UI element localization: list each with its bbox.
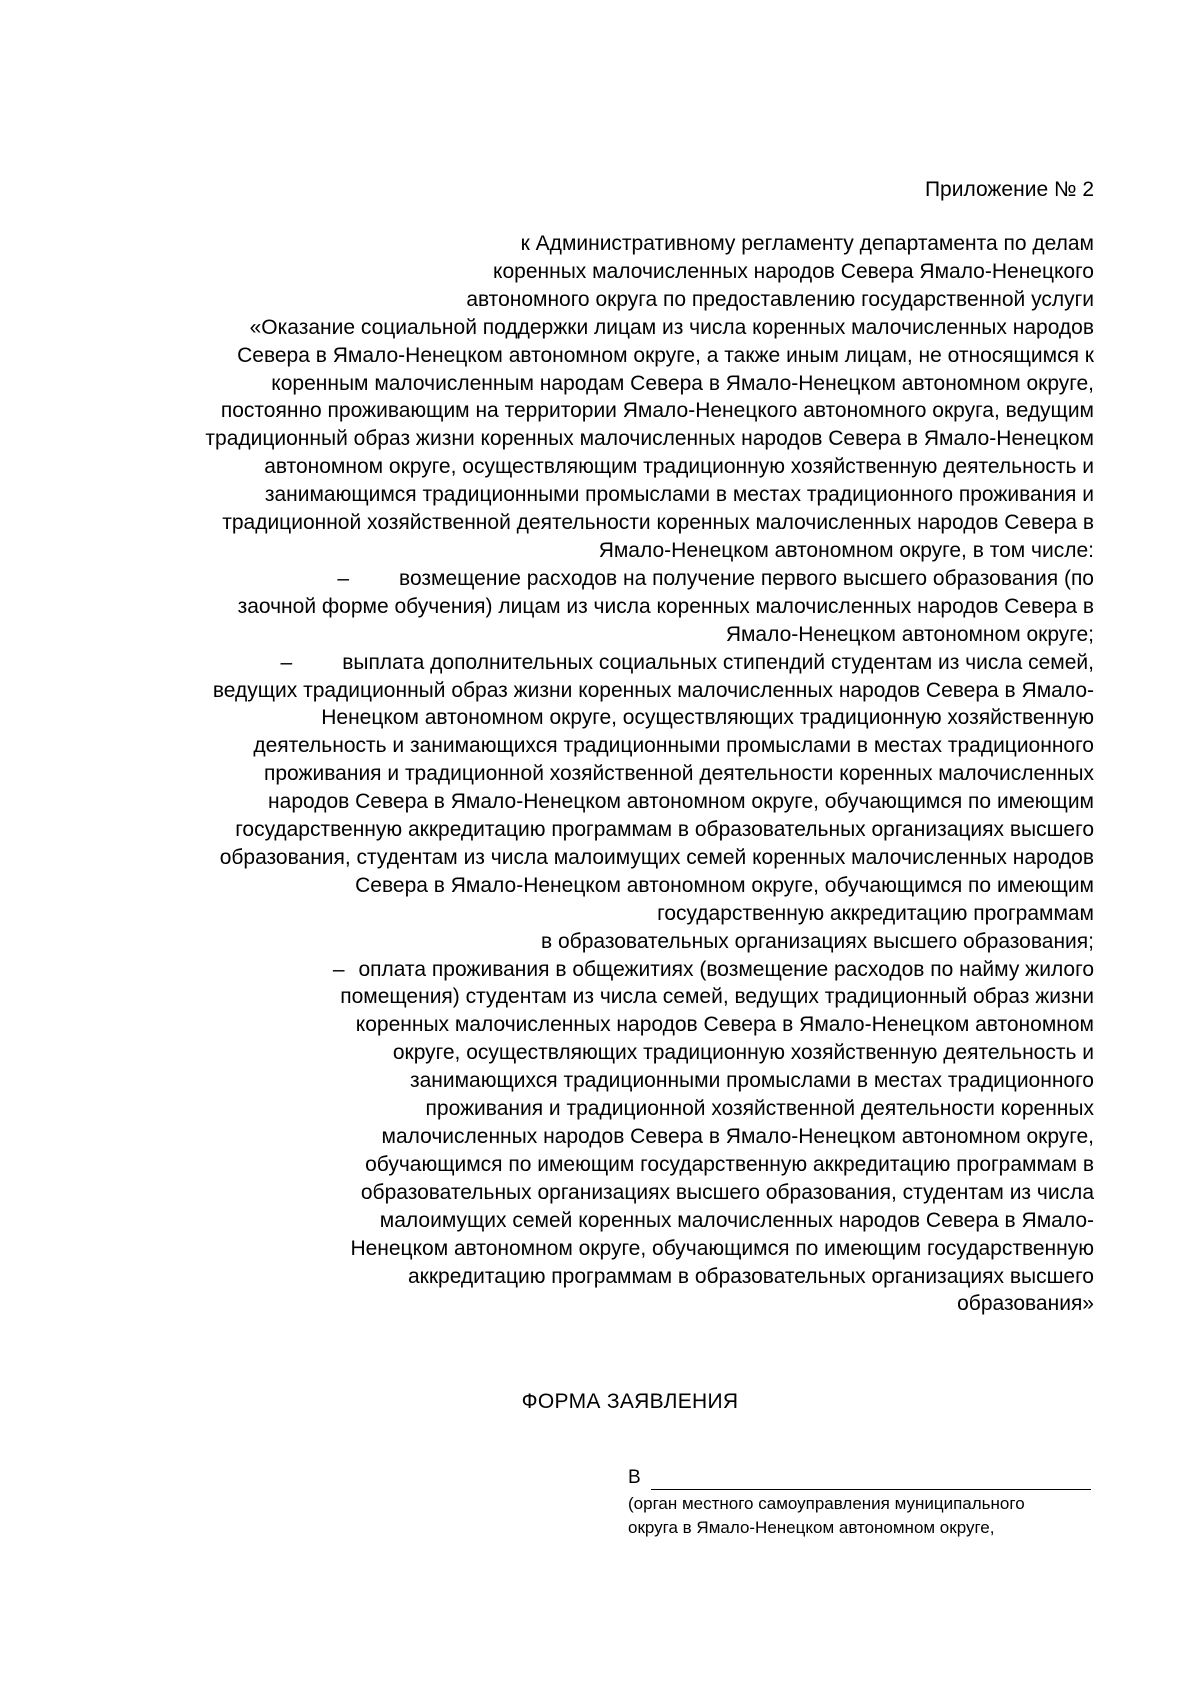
- regulation-line-text: постоянно проживающим на территории Ямало-Ненецкого автономного округа, ведущим: [220, 399, 1094, 423]
- regulation-line-text: государственную аккредитацию программам в образовательных организациях высшего: [235, 818, 1094, 842]
- regulation-line: [110, 230, 1094, 258]
- regulation-line: [110, 704, 1094, 732]
- regulation-line-text: ведущих традиционный образ жизни коренных малочисленных народов Севера в Ямало-: [212, 678, 1094, 702]
- regulation-line-text: традиционной хозяйственной деятельности коренных малочисленных народов Севера в: [222, 511, 1094, 535]
- addressee-note: [628, 1492, 1098, 1540]
- regulation-line: [110, 983, 1094, 1011]
- regulation-line: [110, 593, 1094, 621]
- regulation-line: [110, 370, 1094, 398]
- regulation-line: [110, 1039, 1094, 1067]
- regulation-line-text: коренным малочисленным народам Севера в Ямало-Ненецком автономном округе,: [271, 371, 1094, 395]
- list-dash: –: [280, 650, 293, 674]
- regulation-line: [110, 1290, 1094, 1318]
- regulation-line-text: Севера в Ямало-Ненецком автономном округе, обучающимся по имеющим: [355, 873, 1094, 897]
- regulation-line-text: образования, студентам из числа малоимущих семей коренных малочисленных народов: [219, 845, 1094, 869]
- list-dash: –: [332, 957, 345, 981]
- regulation-line-text: Ямало-Ненецком автономном округе, в том числе:: [598, 538, 1094, 562]
- regulation-line-text: выплата дополнительных социальных стипендий студентам из числа семей,: [342, 650, 1094, 674]
- regulation-line: [110, 1151, 1094, 1179]
- regulation-line: [110, 649, 1094, 677]
- regulation-line-text: округе, осуществляющих традиционную хозяйственную деятельность и: [392, 1041, 1094, 1065]
- regulation-line-text: занимающимся традиционными промыслами в местах традиционного проживания и: [264, 483, 1094, 507]
- regulation-line-text: оплата проживания в общежитиях (возмещение расходов по найму жилого: [358, 957, 1094, 981]
- regulation-line-text: образовательных организациях высшего образования, студентам из числа: [360, 1180, 1094, 1204]
- annex-title: Приложение № 2: [924, 178, 1094, 201]
- regulation-line-text: народов Севера в Ямало-Ненецком автономном округе, обучающимся по имеющим: [268, 790, 1094, 814]
- regulation-line: [110, 1179, 1094, 1207]
- regulation-line-text: аккредитацию программам в образовательных организациях высшего: [407, 1264, 1094, 1288]
- addressee-note-line: (орган местного самоуправления муниципального: [628, 1494, 1025, 1513]
- regulation-line: [110, 956, 1094, 984]
- regulation-line-text: государственную аккредитацию программам: [657, 901, 1094, 925]
- regulation-line-text: помещения) студентам из числа семей, ведущих традиционный образ жизни: [340, 985, 1094, 1009]
- regulation-line-text: обучающимся по имеющим государственную аккредитацию программам в: [365, 1152, 1094, 1176]
- regulation-line-text: образования»: [957, 1292, 1094, 1316]
- regulation-line: [110, 397, 1094, 425]
- addressee-line: [628, 1466, 1098, 1490]
- regulation-line: [110, 342, 1094, 370]
- regulation-line: [110, 425, 1094, 453]
- regulation-line-text: автономном округе, осуществляющим традиционную хозяйственную деятельность и: [264, 455, 1094, 479]
- regulation-line: [110, 1067, 1094, 1095]
- regulation-line-text: к Административному регламенту департамента по делам: [520, 232, 1094, 255]
- regulation-line: [110, 1095, 1094, 1123]
- regulation-line-text: заочной форме обучения) лицам из числа коренных малочисленных народов Севера в: [237, 594, 1094, 618]
- regulation-line: [110, 565, 1094, 593]
- regulation-line-text: коренных малочисленных народов Севера Ямало-Ненецкого: [493, 259, 1094, 283]
- regulation-line: [110, 816, 1094, 844]
- regulation-line-text: Севера в Ямало-Ненецком автономном округе, а также иным лицам, не относящимся к: [237, 343, 1094, 367]
- regulation-line-text: Ненецком автономном округе, обучающимся по имеющим государственную: [350, 1236, 1094, 1260]
- addressee-prefix: В: [628, 1467, 641, 1488]
- regulation-reference: [110, 230, 1094, 1318]
- regulation-line: [110, 872, 1094, 900]
- regulation-line: [110, 621, 1094, 649]
- addressee-block: [628, 1466, 1098, 1540]
- regulation-line: [110, 258, 1094, 286]
- regulation-line-text: проживания и традиционной хозяйственной деятельности коренных малочисленных: [263, 762, 1094, 786]
- regulation-line-text: коренных малочисленных народов Севера в Ямало-Ненецком автономном: [355, 1013, 1094, 1037]
- regulation-line: [110, 900, 1094, 928]
- regulation-line-text: деятельность и занимающихся традиционными промыслами в местах традиционного: [253, 734, 1094, 758]
- addressee-note-line: округа в Ямало-Ненецком автономном округе,: [628, 1518, 995, 1537]
- regulation-line: [110, 286, 1094, 314]
- form-title: ФОРМА ЗАЯВЛЕНИЯ: [521, 1390, 739, 1413]
- regulation-line-text: возмещение расходов на получение первого высшего образования (по: [399, 566, 1094, 590]
- regulation-line: [110, 481, 1094, 509]
- regulation-line: [110, 453, 1094, 481]
- regulation-line: [110, 928, 1094, 956]
- regulation-line-text: автономного округа по предоставлению государственной услуги: [466, 287, 1094, 311]
- regulation-line-text: в образовательных организациях высшего образования;: [541, 929, 1094, 953]
- regulation-line: [110, 788, 1094, 816]
- regulation-line-text: «Оказание социальной поддержки лицам из числа коренных малочисленных народов: [249, 315, 1094, 339]
- addressee-fill-line: [651, 1469, 1091, 1490]
- regulation-line: [110, 760, 1094, 788]
- regulation-line-text: занимающихся традиционными промыслами в местах традиционного: [409, 1069, 1094, 1093]
- regulation-line: [110, 844, 1094, 872]
- regulation-line: [110, 732, 1094, 760]
- regulation-line: [110, 314, 1094, 342]
- regulation-line-text: малоимущих семей коренных малочисленных народов Севера в Ямало-: [379, 1208, 1094, 1232]
- regulation-line: [110, 1207, 1094, 1235]
- regulation-line-text: Ямало-Ненецком автономном округе;: [725, 622, 1094, 646]
- regulation-line: [110, 677, 1094, 705]
- regulation-line-text: Ненецком автономном округе, осуществляющих традиционную хозяйственную: [321, 706, 1094, 730]
- regulation-line: [110, 537, 1094, 565]
- regulation-line: [110, 1011, 1094, 1039]
- regulation-line: [110, 1263, 1094, 1291]
- regulation-line-text: традиционный образ жизни коренных малочисленных народов Севера в Ямало-Ненецком: [205, 427, 1094, 451]
- regulation-line: [110, 1235, 1094, 1263]
- regulation-line-text: малочисленных народов Севера в Ямало-Ненецком автономном округе,: [381, 1125, 1094, 1148]
- regulation-line: [110, 1123, 1094, 1151]
- list-dash: –: [337, 566, 350, 590]
- regulation-line-text: проживания и традиционной хозяйственной деятельности коренных: [425, 1097, 1094, 1121]
- regulation-line: [110, 509, 1094, 537]
